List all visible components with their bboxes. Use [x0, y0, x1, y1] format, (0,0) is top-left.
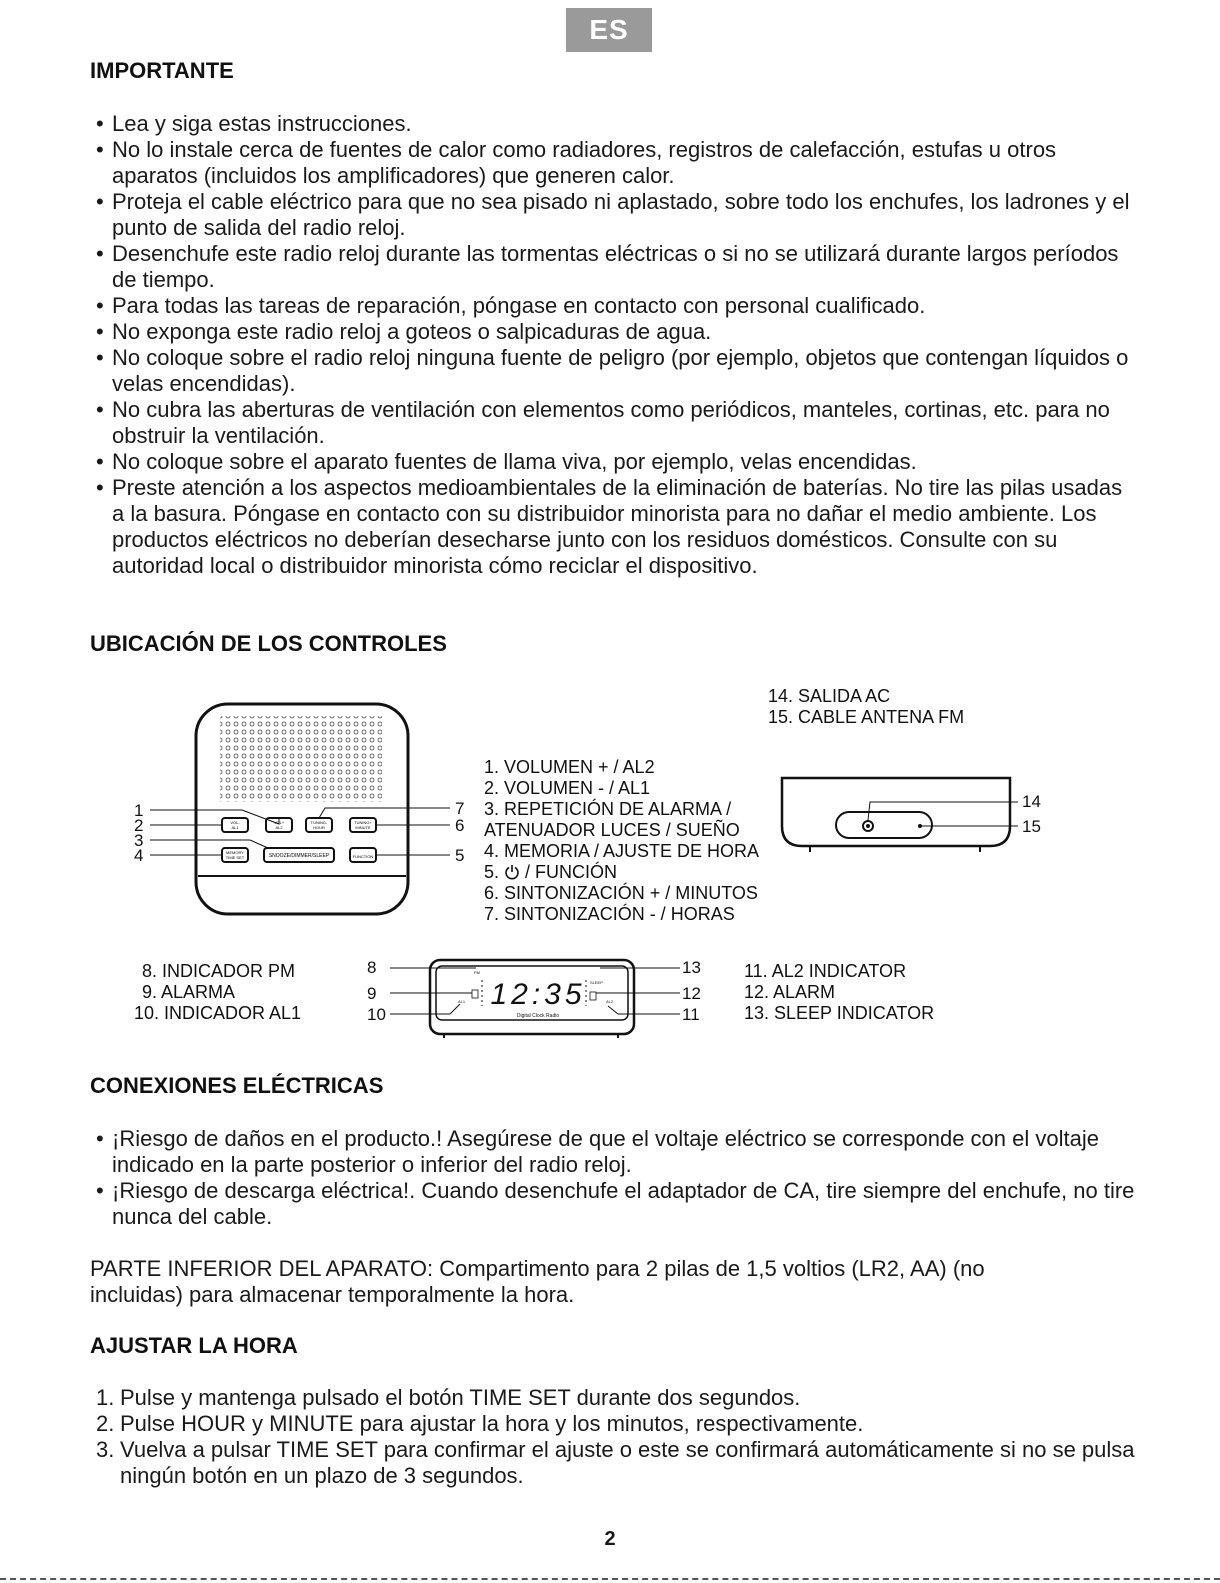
list-item: 3. REPETICIÓN DE ALARMA / [484, 799, 732, 819]
list-item: 12. ALARM [744, 982, 836, 1002]
svg-text:TUNING+: TUNING+ [354, 820, 372, 825]
back-view-diagram [780, 776, 1040, 856]
callout-number: 14 [1022, 792, 1041, 811]
list-item: 10. INDICADOR AL1 [134, 1003, 302, 1023]
svg-text:AL1: AL1 [231, 825, 239, 830]
callout-number: 13 [682, 958, 701, 977]
list-item: • Proteja el cable eléctrico para que no sea pisado ni aplastado, sobre todo los enchufes, los ladrones y el punto de salida del radio reloj. [96, 189, 1136, 241]
list-item: 2. VOLUMEN - / AL1 [484, 778, 651, 798]
list-item: 7. SINTONIZACIÓN - / HORAS [484, 904, 735, 924]
controls-heading: UBICACIÓN DE LOS CONTROLES [90, 631, 447, 656]
set-time-steps [96, 1385, 1136, 1489]
important-heading: IMPORTANTE [90, 58, 234, 83]
list-item: 3. Vuelva a pulsar TIME SET para confirmar el ajuste o este se confirmará automáticamente si no se pulsa ningún botón en un plazo de 3 segundos. [96, 1437, 1135, 1488]
list-item: 6. SINTONIZACIÓN + / MINUTOS [484, 883, 758, 903]
important-list [96, 111, 1136, 579]
list-item: 1. Pulse y mantenga pulsado el botón TIME SET durante dos segundos. [96, 1385, 801, 1410]
front-view-diagram [120, 696, 490, 921]
callout-number: 2 [134, 816, 144, 835]
svg-text:MINUTE: MINUTE [355, 825, 371, 830]
callout-number: 1 [134, 801, 144, 820]
callout-number: 10 [367, 1005, 386, 1024]
electrical-list [96, 1126, 1136, 1230]
list-item: ATENUADOR LUCES / SUEÑO [484, 820, 740, 840]
list-item: 2. Pulse HOUR y MINUTE para ajustar la hora y los minutos, respectivamente. [96, 1411, 864, 1436]
svg-text:FUNCTION: FUNCTION [352, 854, 374, 859]
list-item: • No coloque sobre el radio reloj ninguna fuente de peligro (por ejemplo, objetos que contengan líquidos o velas encendidas). [96, 345, 1136, 397]
svg-text:VOL-: VOL- [230, 820, 240, 825]
list-item: • ¡Riesgo de descarga eléctrica!. Cuando desenchufe el adaptador de CA, tire siempre del enchufe, no tire nunca del cable. [96, 1178, 1136, 1230]
time-readout: 12:35 [490, 978, 586, 1011]
callout-number: 12 [682, 984, 701, 1003]
set-time-heading: AJUSTAR LA HORA [90, 1333, 298, 1358]
callout-number: 6 [455, 816, 465, 835]
list-item: 4. MEMORIA / AJUSTE DE HORA [484, 841, 760, 861]
list-item: 13. SLEEP INDICATOR [744, 1003, 935, 1023]
list-item: • Para todas las tareas de reparación, póngase en contacto con personal cualificado. [96, 293, 1136, 319]
list-item: 1. VOLUMEN + / AL2 [484, 757, 655, 777]
list-item: • No coloque sobre el aparato fuentes de llama viva, por ejemplo, velas encendidas. [96, 449, 1136, 475]
rear-panel [836, 812, 932, 838]
front-controls-list [484, 757, 759, 925]
list-item: • Preste atención a los aspectos medioambientales de la eliminación de baterías. No tire las pilas usadas a la basura. Póngase en contacto con su distribuidor minorista para no dañar el medio ambiente. Los productos eléctricos no deberían desecharse junto con los residuos domésticos. Consulte con su autoridad local o distribuidor minorista cómo reciclar el dispositivo. [96, 475, 1136, 579]
back-controls-list [768, 686, 964, 728]
list-item: • No exponga este radio reloj a goteos o salpicaduras de agua. [96, 319, 1136, 345]
display-caption: Digital Clock Radio [516, 1013, 560, 1019]
display-left-labels [134, 961, 304, 1024]
svg-text:SNOOZE/DIMMER/SLEEP: SNOOZE/DIMMER/SLEEP [268, 853, 330, 859]
pm-indicator: PM [474, 970, 480, 975]
sleep-indicator: SLEEP [590, 980, 603, 985]
svg-text:AL2: AL2 [275, 825, 283, 830]
list-item: • Lea y siga estas instrucciones. [96, 111, 1136, 137]
svg-text:MEMORY: MEMORY [226, 850, 244, 855]
svg-text:TUNING-: TUNING- [310, 820, 328, 825]
page-number: 2 [604, 1528, 616, 1550]
callout-number: 8 [367, 958, 377, 977]
callout-number: 15 [1022, 817, 1041, 836]
list-item: 14. SALIDA AC [768, 686, 891, 706]
speaker-grille [220, 716, 382, 802]
list-item: 11. AL2 INDICATOR [744, 961, 907, 981]
list-item: • ¡Riesgo de daños en el producto.! Asegúrese de que el voltaje eléctrico se corresponde con el voltaje indicado en la parte posterior o inferior del radio reloj. [96, 1126, 1136, 1178]
display-diagram [390, 956, 700, 1038]
list-item: 5. / FUNCIÓN [484, 862, 618, 882]
list-item: • Desenchufe este radio reloj durante las tormentas eléctricas o si no se utilizará durante largos períodos de tiempo. [96, 241, 1136, 293]
language-badge: ES [566, 8, 652, 52]
power-icon [504, 864, 520, 880]
callout-number: 9 [367, 984, 377, 1003]
list-item: 8. INDICADOR PM [142, 961, 296, 981]
callout-number: 11 [682, 1005, 700, 1024]
callout-number: 3 [134, 831, 144, 850]
electrical-heading: CONEXIONES ELÉCTRICAS [90, 1073, 384, 1098]
al1-indicator: AL1 [458, 999, 466, 1004]
svg-text:TIME SET: TIME SET [225, 855, 245, 860]
callout-number: 4 [134, 846, 144, 865]
svg-text:VOL+: VOL+ [273, 820, 285, 825]
list-item: • No lo instale cerca de fuentes de calor como radiadores, registros de calefacción, estufas u otros aparatos (incluidos los amplificadores) que generen calor. [96, 137, 1136, 189]
svg-text:HOUR: HOUR [313, 825, 325, 830]
list-item: • No cubra las aberturas de ventilación con elementos como periódicos, manteles, cortinas, etc. para no obstruir la ventilación. [96, 397, 1136, 449]
battery-note: PARTE INFERIOR DEL APARATO: Compartimento para 2 pilas de 1,5 voltios (LR2, AA) (no incluidas) para almacenar temporalmente la hora. [90, 1256, 985, 1307]
callout-number: 5 [455, 846, 465, 865]
al2-indicator: AL2 [606, 999, 614, 1004]
list-item: 15. CABLE ANTENA FM [768, 707, 965, 727]
callout-number: 7 [455, 799, 465, 818]
display-right-labels [744, 961, 934, 1024]
divider [0, 1578, 1220, 1580]
list-item: 9. ALARMA [142, 982, 236, 1002]
